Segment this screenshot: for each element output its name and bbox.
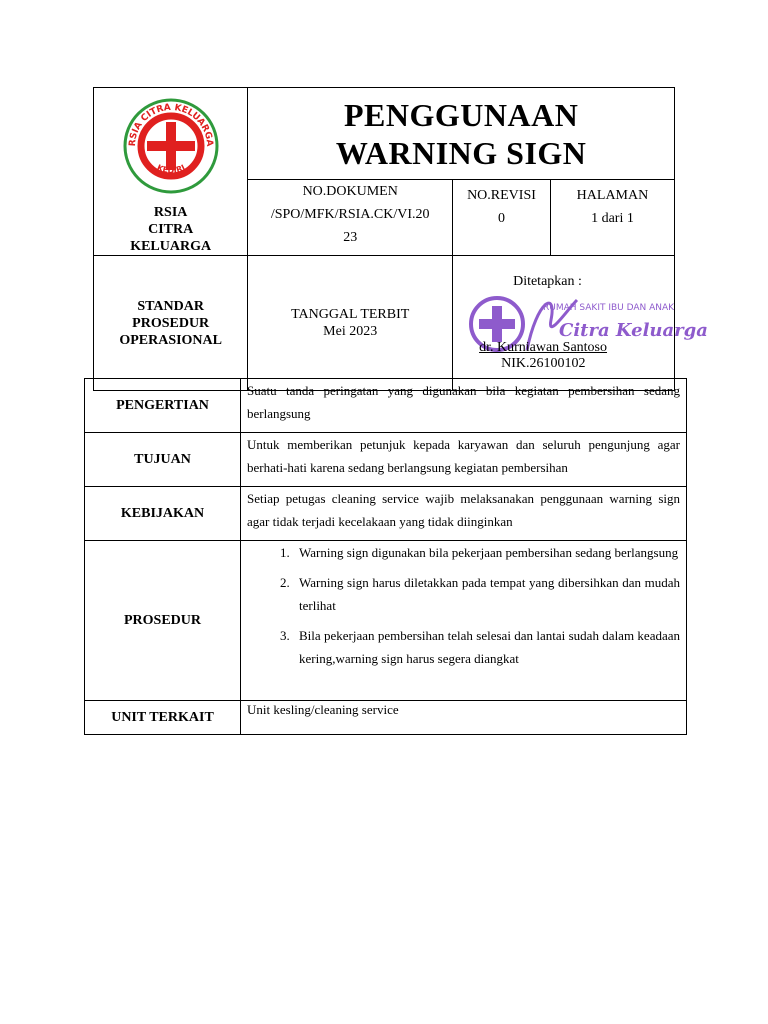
logo-cell — [94, 88, 248, 256]
hospital-logo — [121, 96, 221, 196]
table-row — [85, 541, 687, 701]
procedure-list-cell — [241, 541, 687, 701]
svg-text:RUMAH SAKIT IBU DAN ANAK: RUMAH SAKIT IBU DAN ANAK — [543, 303, 675, 313]
doc-number-cell — [248, 180, 453, 256]
signer-name: dr. Kurniawan Santoso — [479, 340, 608, 355]
policy-text: Setiap petugas cleaning service wajib melaksanakan penggunaan warning sign agar tidak terjadi kecelakaan yang tidak diinginkan — [241, 487, 687, 541]
approval-cell — [453, 256, 708, 391]
table-row — [85, 379, 687, 433]
purpose-text: Untuk memberikan petunjuk kepada karyawan dan seluruh pengunjung agar berhati-hati karena sedang berlangsung kegiatan pembersihan — [241, 433, 687, 487]
policy-label: KEBIJAKAN — [85, 487, 241, 541]
issue-date-cell — [248, 256, 453, 391]
table-row — [85, 433, 687, 487]
title-cell — [248, 88, 675, 180]
issue-date-label: TANGGAL TERBIT — [291, 307, 410, 322]
doc-number-label: NO.DOKUMEN — [302, 184, 398, 200]
spo-line: PROSEDUR — [132, 315, 210, 331]
title-line: PENGGUNAAN — [344, 96, 579, 133]
org-name — [94, 204, 247, 255]
page-cell — [550, 180, 674, 256]
header-table — [93, 87, 708, 391]
page-value: 1 dari 1 — [591, 211, 634, 227]
svg-text:RSIA CITRA KELUARGA: RSIA CITRA KELUARGA — [127, 102, 214, 147]
org-line: RSIA — [153, 205, 188, 220]
spo-line: OPERASIONAL — [119, 332, 222, 348]
doc-number-value: /SPO/MFK/RSIA.CK/VI.20 — [270, 207, 430, 223]
org-line: KELUARGA — [130, 239, 212, 254]
procedure-label: PROSEDUR — [85, 541, 241, 701]
related-unit-text: Unit kesling/cleaning service — [241, 701, 687, 735]
table-row — [85, 487, 687, 541]
page-label: HALAMAN — [576, 188, 649, 204]
definition-text: Suatu tanda peringatan yang digunakan bila kegiatan pembersihan sedang berlangsung — [241, 379, 687, 433]
related-unit-label: UNIT TERKAIT — [85, 701, 241, 735]
spo-cell — [94, 256, 248, 391]
list-item: 3. Bila pekerjaan pembersihan telah selesai dan lantai sudah dalam keadaan kering,warning sign harus segera diangkat — [293, 624, 680, 670]
svg-text:KEDIRI: KEDIRI — [155, 162, 187, 176]
procedure-table — [84, 378, 687, 735]
purpose-label: TUJUAN — [85, 433, 241, 487]
list-item: 2. Warning sign harus diletakkan pada tempat yang dibersihkan dan mudah terlihat — [293, 571, 680, 617]
svg-text:Citra Keluarga: Citra Keluarga — [559, 320, 708, 341]
revision-label: NO.REVISI — [467, 188, 536, 204]
table-row — [85, 701, 687, 735]
list-item: 1. Warning sign digunakan bila pekerjaan pembersihan sedang berlangsung — [293, 541, 680, 564]
org-line: CITRA — [148, 222, 194, 237]
document-title — [248, 96, 674, 172]
approved-by-label: Ditetapkan : — [513, 274, 582, 289]
definition-label: PENGERTIAN — [85, 379, 241, 433]
revision-cell — [453, 180, 551, 256]
doc-number-value: 23 — [343, 230, 358, 246]
title-line: WARNING SIGN — [335, 134, 587, 171]
signer-nik: NIK.26100102 — [501, 356, 586, 371]
procedure-list — [247, 541, 680, 670]
spo-line: STANDAR — [137, 298, 204, 314]
revision-value: 0 — [497, 211, 505, 227]
issue-date-value: Mei 2023 — [323, 324, 378, 339]
